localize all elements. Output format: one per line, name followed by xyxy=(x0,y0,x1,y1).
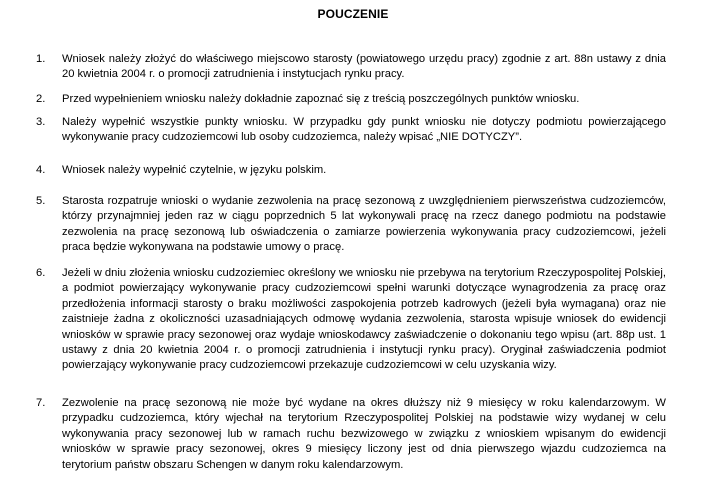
list-item-6 xyxy=(36,266,666,374)
list-item-text: Należy wypełnić wszystkie punkty wniosku. W przypadku gdy punkt wniosku nie dotyczy podmiotu powierzającego wykonywanie pracy cudzoziemcowi lub osoby cudzoziemca, należy wpisać „NIE DOTYCZY”. xyxy=(62,116,666,144)
list-item-number: 1. xyxy=(36,53,46,65)
list-item-7 xyxy=(36,396,666,473)
list-item-number: 4. xyxy=(36,164,46,176)
list-item-number: 7. xyxy=(36,397,46,409)
list-item-number: 6. xyxy=(36,267,46,279)
list-item-2 xyxy=(36,92,666,107)
list-item-number: 5. xyxy=(36,195,46,207)
list-item-text: Zezwolenie na pracę sezonową nie może być wydane na okres dłuższy niż 9 miesięcy w roku kalendarzowym. W przypadku cudzoziemca, który wjechał na terytorium Rzeczypospolitej Polskiej na podstawie wizy wydanej w celu wykonywania pracy sezonowej lub w ramach ruchu bezwizowego w związku z wnioskiem wpisanym do ewidencji wniosków w sprawie pracy sezonowej, okres 9 miesięcy liczony jest od dnia pierwszego wjazdu cudzoziemca na terytorium państw obszaru Schengen w danym roku kalendarzowym. xyxy=(62,397,666,471)
list-item-text: Przed wypełnieniem wniosku należy dokładnie zapoznać się z treścią poszczególnych punktów wniosku. xyxy=(62,93,580,105)
list-item-5 xyxy=(36,194,666,256)
list-item-1 xyxy=(36,52,666,83)
list-item-text: Wniosek należy wypełnić czytelnie, w języku polskim. xyxy=(62,164,327,176)
list-item-4 xyxy=(36,163,666,178)
list-item-text: Starosta rozpatruje wnioski o wydanie zezwolenia na pracę sezonową z uwzględnieniem pierwszeństwa cudzoziemców, którzy przynajmniej jeden raz w ciągu poprzednich 5 lat wykonywali pracę na rzecz danego podmiotu na podstawie zezwolenia na pracę sezonową lub oświadczenia o zamiarze powierzenia wykonywania pracy cudzoziemcowi, jeżeli praca będzie wykonywana na podstawie umowy o pracę. xyxy=(62,195,666,254)
list-item-3 xyxy=(36,115,666,146)
list-item-number: 2. xyxy=(36,93,46,105)
document-title: POUCZENIE xyxy=(317,7,389,21)
list-item-text: Wniosek należy złożyć do właściwego miejscowo starosty (powiatowego urzędu pracy) zgodnie z art. 88n ustawy z dnia 20 kwietnia 2004 r. o promocji zatrudnienia i instytucjach rynku pracy. xyxy=(62,53,666,81)
list-item-number: 3. xyxy=(36,116,46,128)
list-item-text: Jeżeli w dniu złożenia wniosku cudzoziemiec określony we wniosku nie przebywa na terytorium Rzeczypospolitej Polskiej, a podmiot powierzający wykonywanie pracy cudzoziemcowi spełni warunki dotyczące wynagrodzenia za pracę oraz przedłożenia informacji starosty o braku możliwości zaspokojenia potrzeb kadrowych (jeżeli była wymagana) oraz nie zaistnieje żadna z okoliczności uzasadniających odmowę wydania zezwolenia, starosta wpisuje wniosek do ewidencji wniosków w sprawie pracy sezonowej oraz wydaje wnioskodawcy zaświadczenie o dokonaniu tego wpisu (art. 88p ust. 1 ustawy z dnia 20 kwietnia 2004 r. o promocji zatrudnienia i instytucji rynku pracy). Oryginał zaświadczenia podmiot powierzający wykonywanie pracy cudzoziemcowi przekazuje cudzoziemcowi w celu uzyskania wizy. xyxy=(62,267,666,372)
